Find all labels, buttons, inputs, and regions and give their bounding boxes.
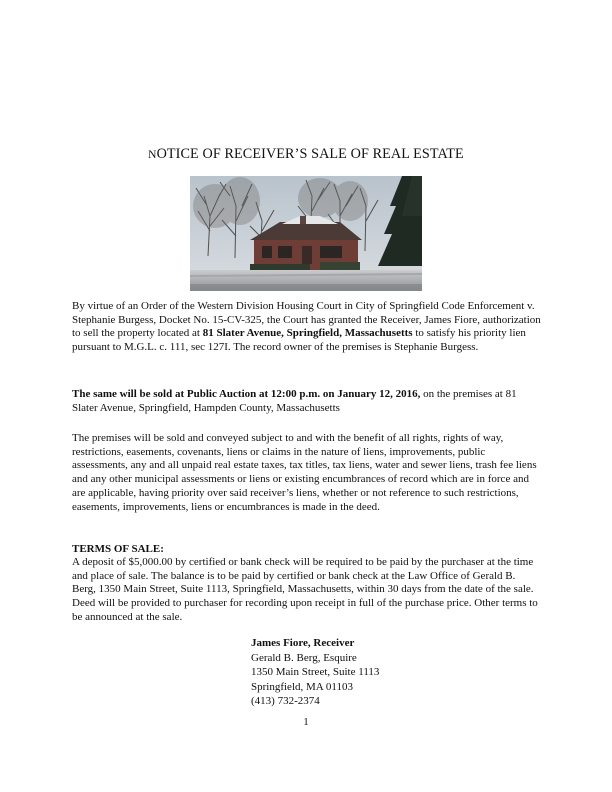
- attorney-phone: (413) 732-2374: [251, 695, 320, 708]
- auction-time: The same will be sold at Public Auction at 12:00 p.m. on January 12, 2016,: [72, 388, 421, 400]
- terms-heading: TERMS OF SALE:: [72, 543, 164, 555]
- signature-block: [251, 636, 379, 709]
- auction-location: on the premises at 81 Slater Avenue, Springfield, Hampden County, Massachusetts: [72, 388, 517, 414]
- attorney-street: 1350 Main Street, Suite 1113: [251, 666, 380, 679]
- terms-paragraph: A deposit of $5,000.00 by certified or bank check will be required to be paid by the purchaser at the time and place of sale. The balance is to be paid by certified or bank check at the Law Office of Gerald B. Berg, 1350 Main Street, Suite 1113, Springfield, Massachusetts, within 30 days from the date of the sale. Deed will be provided to purchaser for recording upon receipt in full of the purchase price. Other terms to be announced at the sale.: [72, 556, 538, 623]
- notice-title: [0, 146, 612, 163]
- order-paragraph: [72, 300, 542, 355]
- attorney-name: Gerald B. Berg, Esquire: [251, 651, 357, 664]
- auction-paragraph: [72, 388, 542, 415]
- title-rest: OTICE OF RECEIVER’S SALE OF REAL ESTATE: [156, 146, 464, 162]
- property-address: 81 Slater Avenue, Springfield, Massachusetts: [202, 327, 413, 340]
- page-number: 1: [303, 716, 309, 728]
- receiver-name: James Fiore, Receiver: [251, 637, 355, 649]
- attorney-city: Springfield, MA 01103: [251, 680, 353, 693]
- order-text-a: By virtue of an Order of the Western Division Housing Court in City of Springfield Code Enforcement v. Stephanie Burgess, Docket No. 15-CV-325, the Court has granted the Receiver, James Fiore, authorization to sell the property located at: [72, 300, 541, 340]
- house-photo: [190, 176, 422, 291]
- conditions-paragraph: The premises will be sold and conveyed subject to and with the benefit of all rights, rights of way, restrictions, easements, covenants, liens or claims in the nature of liens, improvements, public assessments, any and all unpaid real estate taxes, tax titles, tax liens, water and sewer liens, trash fee liens and any other municipal assessments or liens or existing encumbrances of record which are in force and are applicable, having priority over said receiver’s liens, whether or not reference to such restrictions, easements, improvements, liens or encumbrances is made in the deed.: [72, 432, 537, 513]
- order-text-b: to satisfy his priority lien pursuant to M.G.L. c. 111, sec 127I. The record owner of the premises is Stephanie Burgess.: [72, 327, 526, 354]
- title-initial: N: [148, 149, 157, 161]
